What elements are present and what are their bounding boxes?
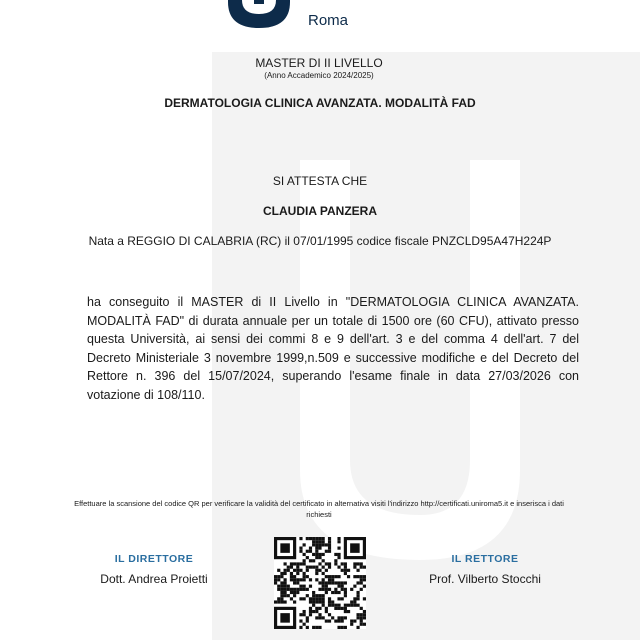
course-title: DERMATOLOGIA CLINICA AVANZATA. MODALITÀ FAD bbox=[164, 96, 476, 110]
director-signature bbox=[54, 553, 254, 586]
master-title: MASTER DI II LIVELLO bbox=[255, 56, 383, 70]
rector-signature bbox=[385, 553, 585, 586]
qr-code-icon[interactable] bbox=[274, 537, 366, 629]
university-logo-icon bbox=[226, 0, 292, 28]
attestation-heading: SI ATTESTA CHE bbox=[272, 174, 368, 188]
director-name: Dott. Andrea Proietti bbox=[100, 572, 208, 586]
academic-year: (Anno Accademico 2024/2025) bbox=[264, 71, 374, 80]
qr-verification-note: Effettuare la scansione del codice QR per verificare la validità del certificato in alternativa visiti l'indirizzo http://certificati.uniroma5.it e inserisca i dati richiesti bbox=[74, 499, 564, 519]
logo-city: Roma bbox=[308, 12, 349, 29]
university-logo bbox=[222, 0, 432, 30]
birth-details: Nata a REGGIO DI CALABRIA (RC) il 07/01/1995 codice fiscale PNZCLD95A47H224P bbox=[88, 234, 552, 248]
rector-name: Prof. Vilberto Stocchi bbox=[429, 572, 541, 586]
rector-role: IL RETTORE bbox=[451, 553, 519, 565]
director-role: IL DIRETTORE bbox=[114, 553, 194, 565]
certificate-body: ha conseguito il MASTER di II Livello in "DERMATOLOGIA CLINICA AVANZATA. MODALITÀ FAD" di durata annuale per un totale di 1500 ore (60 CFU), attivato presso questa Università, ai sensi dei commi 8 e 9 dell'art. 3 e del comma 4 dell'art. 7 del Decreto Ministeriale 3 novembre 1999,n.509 e successive modifiche e del Decreto del Rettore n. 396 del 15/07/2024, superando l'esame finale in data 27/03/2026 con votazione di 108/110. bbox=[87, 295, 579, 402]
student-name: CLAUDIA PANZERA bbox=[263, 204, 377, 218]
